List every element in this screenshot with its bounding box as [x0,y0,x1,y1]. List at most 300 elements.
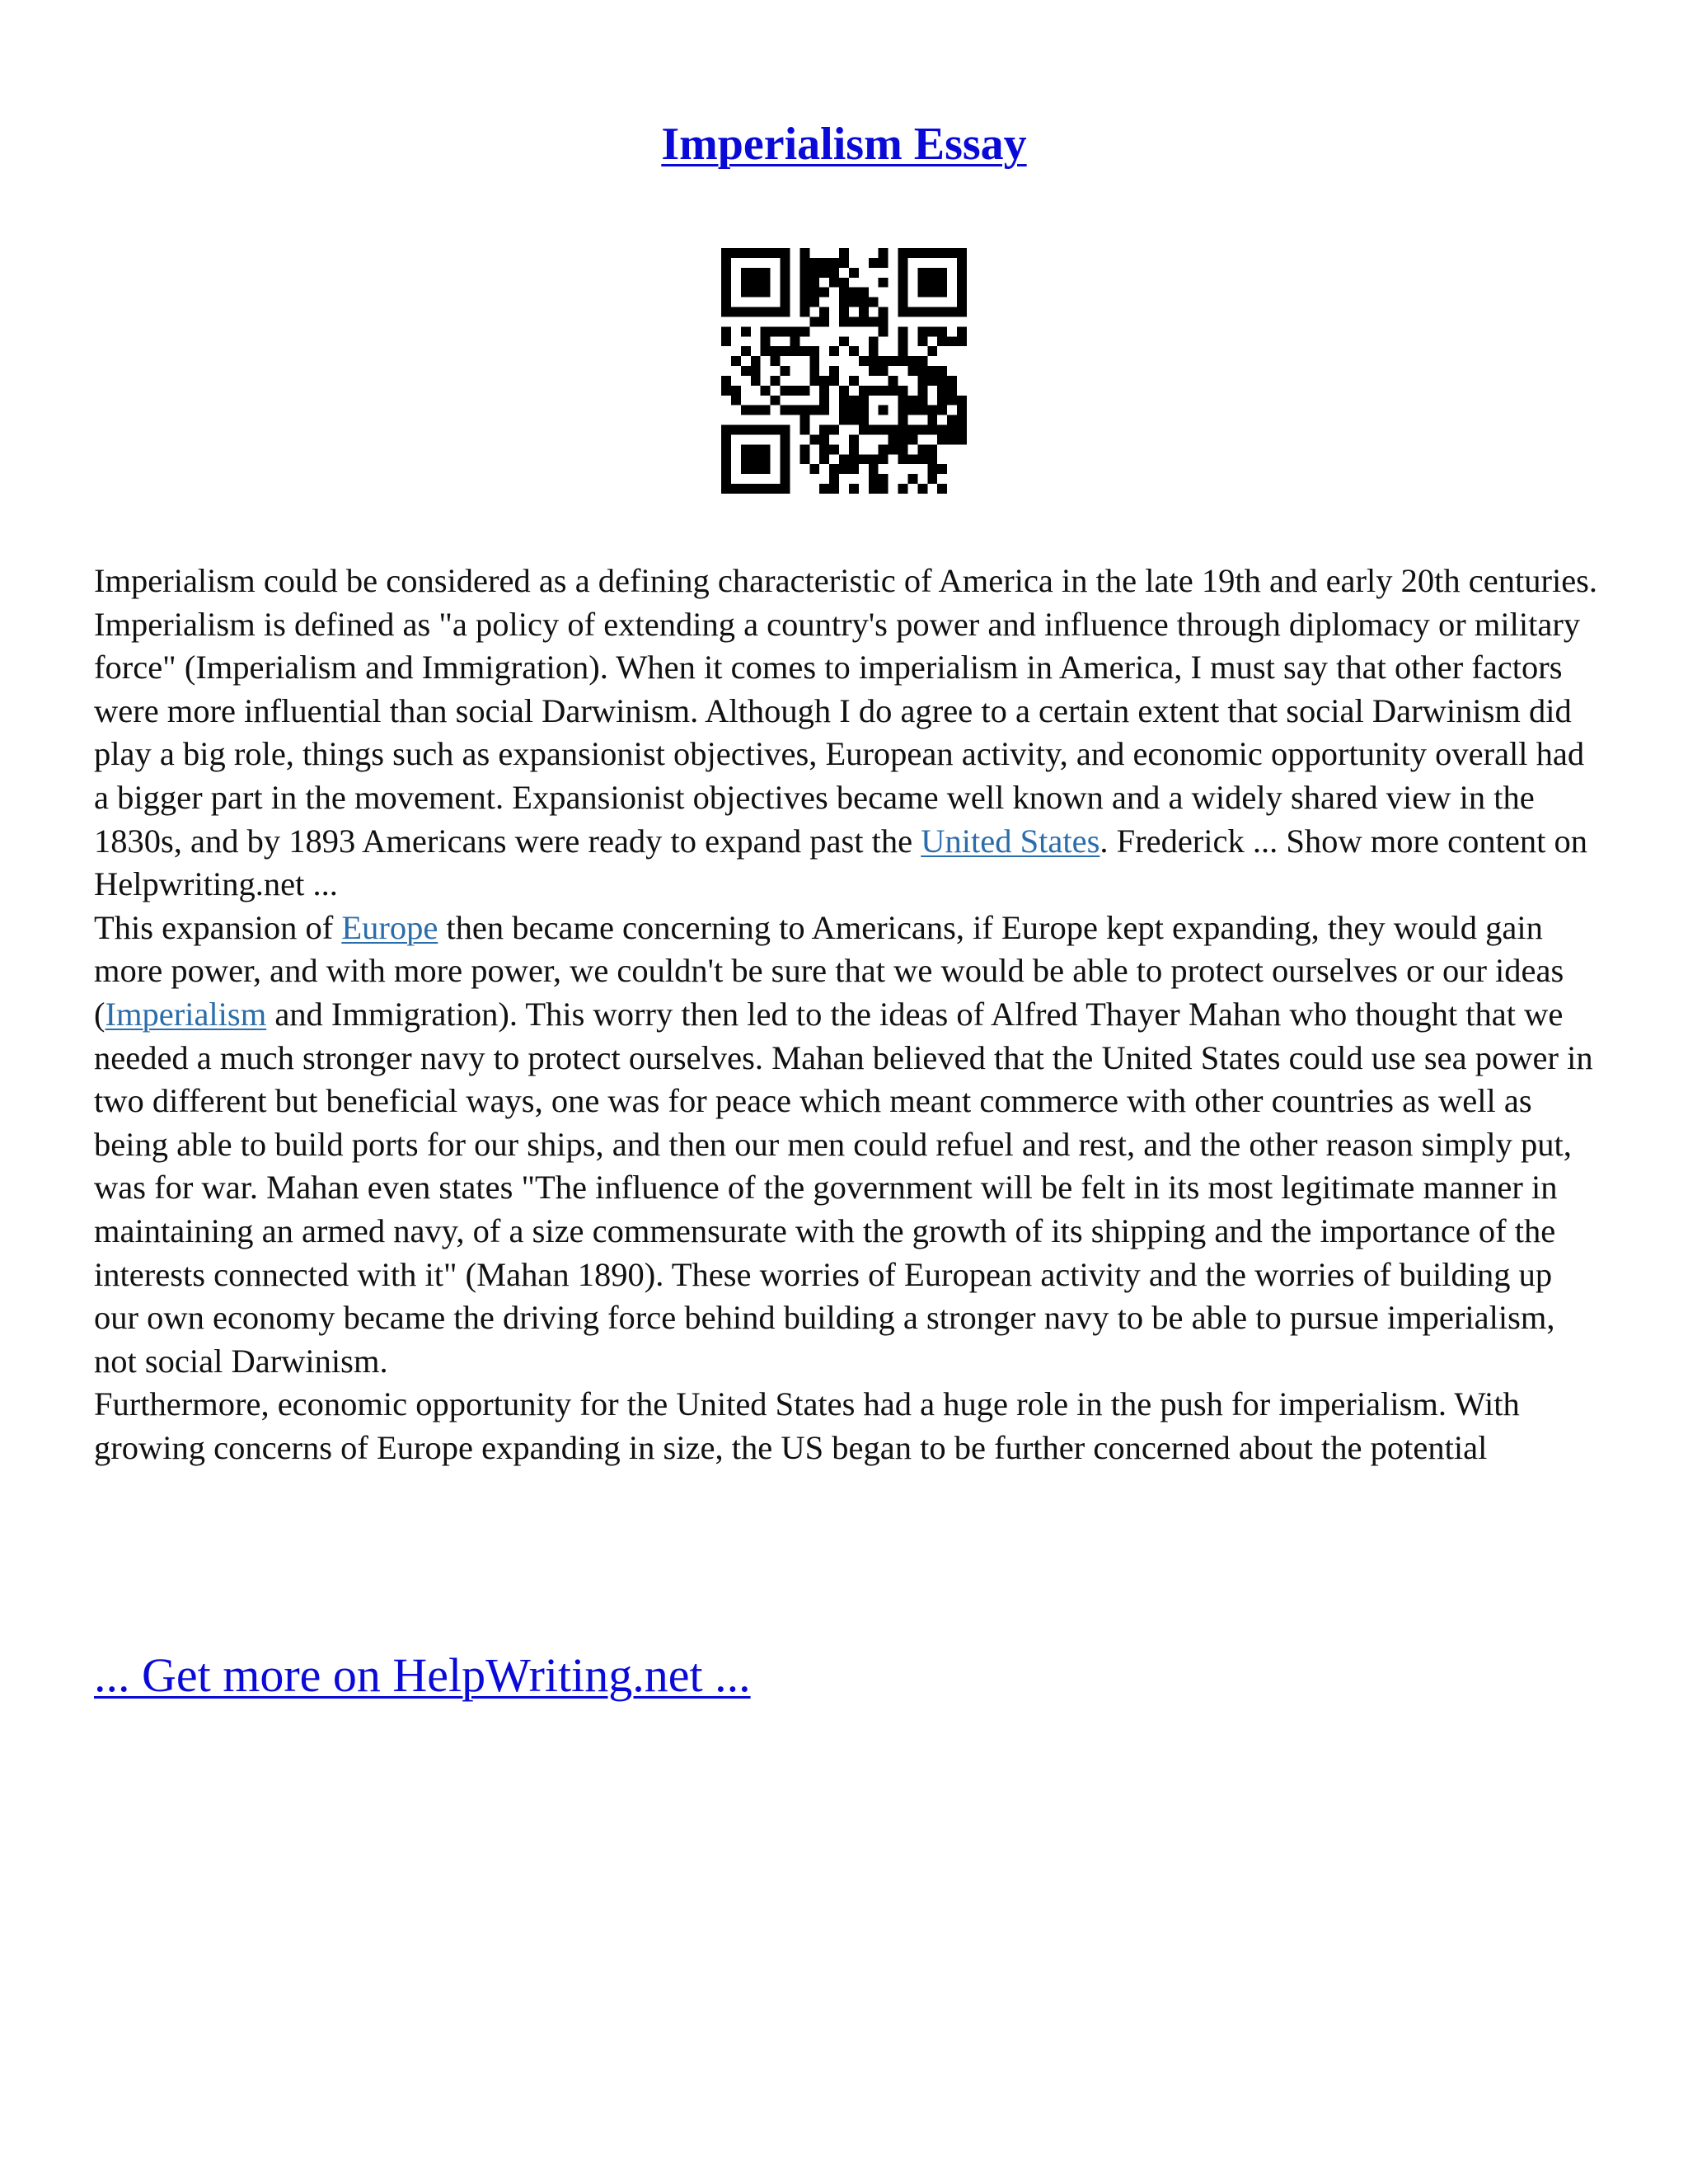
qr-module [937,405,947,415]
qr-module [849,415,859,425]
qr-module [761,346,771,356]
qr-module [849,376,859,386]
qr-module [869,474,879,484]
qr-module [937,484,947,494]
qr-module [771,376,781,386]
qr-module [898,326,908,336]
qr-module [849,464,859,474]
qr-module [751,356,761,366]
qr-module [907,307,917,317]
qr-module [898,356,908,366]
qr-module [799,298,809,307]
qr-module [879,307,889,317]
qr-module [957,434,967,444]
qr-module [741,464,751,474]
qr-module [879,366,889,376]
qr-module [849,454,859,464]
qr-module [761,454,771,464]
qr-module [809,288,819,298]
qr-module [771,396,781,405]
qr-module [799,386,809,396]
qr-module [947,386,957,396]
qr-module [957,415,967,425]
qr-module [937,268,947,278]
qr-module [781,434,790,444]
qr-module [819,307,829,317]
qr-module [799,415,809,425]
qr-module [849,434,859,444]
qr-module [741,326,751,336]
qr-module [781,444,790,454]
qr-module [819,484,829,494]
qr-module [819,396,829,405]
qr-module [957,336,967,346]
qr-module [879,356,889,366]
qr-module [898,278,908,288]
page-title [0,115,1688,173]
qr-module [751,376,761,386]
qr-module [869,258,879,268]
qr-module [829,484,839,494]
qr-module [849,396,859,405]
qr-module [947,376,957,386]
qr-module [937,396,947,405]
qr-module [898,248,908,258]
qr-module [731,356,741,366]
qr-module [799,268,809,278]
qr-module [809,366,819,376]
qr-module [799,278,809,288]
qr-module [781,248,790,258]
qr-module [957,288,967,298]
qr-module [819,268,829,278]
qr-module [937,464,947,474]
qr-module [761,464,771,474]
qr-module [898,336,908,346]
qr-code-graphic [721,248,967,494]
qr-module [879,248,889,258]
paragraph-text: Furthermore, economic opportunity for the United States had a huge role in the push for imperialism. With growing concerns of Europe expanding in size, the US began to be further concerned about the potential [94,1385,1520,1466]
qr-module [898,396,908,405]
qr-module [839,454,849,464]
qr-module [731,396,741,405]
qr-module [741,454,751,464]
qr-module [751,307,761,317]
qr-module [869,356,879,366]
qr-module [790,386,799,396]
qr-module [937,386,947,396]
qr-module [721,336,731,346]
qr-module [859,425,869,435]
qr-module [761,444,771,454]
qr-module [839,316,849,326]
qr-module [839,258,849,268]
qr-module [761,278,771,288]
qr-module [927,248,937,258]
qr-module [898,444,908,454]
qr-module [809,258,819,268]
qr-module [790,336,799,346]
qr-module [849,288,859,298]
qr-module [751,444,761,454]
qr-module [879,386,889,396]
qr-module [859,298,869,307]
qr-module [927,405,937,415]
qr-module [879,444,889,454]
essay-paragraph-1 [94,560,1602,907]
qr-module [859,405,869,415]
qr-module [898,268,908,278]
qr-module [781,405,790,415]
qr-module [849,444,859,454]
qr-module [937,366,947,376]
qr-module [751,454,761,464]
paragraph-text: . Frederick ... Show more content on Helpwriting.net ... [94,822,1587,903]
qr-module [879,326,889,336]
qr-module [761,288,771,298]
get-more-section [94,1647,751,1704]
qr-module [917,288,927,298]
qr-module [721,307,731,317]
qr-module [859,288,869,298]
qr-module [751,288,761,298]
get-more-link[interactable]: ... Get more on HelpWriting.net ... [94,1648,751,1702]
qr-module [937,376,947,386]
qr-module [731,307,741,317]
qr-module [957,298,967,307]
qr-module [957,425,967,435]
qr-module [761,484,771,494]
qr-module [771,425,781,435]
qr-module [889,434,898,444]
qr-module [741,268,751,278]
qr-module [751,425,761,435]
qr-module [839,307,849,317]
qr-module [771,484,781,494]
qr-module [947,248,957,258]
qr-module [781,307,790,317]
qr-module [799,405,809,415]
qr-module [927,425,937,435]
qr-module [829,366,839,376]
qr-module [869,454,879,464]
qr-module [917,484,927,494]
qr-module [781,268,790,278]
qr-module [898,346,908,356]
qr-module [790,346,799,356]
qr-module [839,464,849,474]
qr-module [937,434,947,444]
qr-module [809,376,819,386]
qr-module [799,258,809,268]
link-united-states[interactable]: United States [921,822,1100,860]
qr-module [839,248,849,258]
qr-module [927,268,937,278]
qr-module [869,425,879,435]
qr-module [809,356,819,366]
qr-module [947,425,957,435]
qr-module [898,415,908,425]
qr-module [937,278,947,288]
qr-module [937,307,947,317]
qr-module [721,454,731,464]
qr-module [731,484,741,494]
qr-module [917,405,927,415]
qr-module [869,386,879,396]
qr-module [809,268,819,278]
qr-module [927,444,937,454]
qr-module [741,444,751,454]
qr-module [947,396,957,405]
qr-module [751,484,761,494]
qr-module [859,396,869,405]
qr-module [731,386,741,396]
qr-module [917,396,927,405]
qr-module [721,425,731,435]
qr-module [839,278,849,288]
qr-module [819,444,829,454]
qr-module [839,336,849,346]
qr-module [917,425,927,435]
qr-module [761,248,771,258]
qr-module [889,425,898,435]
qr-module [898,434,908,444]
qr-module [907,366,917,376]
qr-module [761,268,771,278]
paragraph-text: This expansion of [94,908,342,946]
qr-module [917,248,927,258]
qr-module [957,278,967,288]
qr-module [957,307,967,317]
qr-module [819,288,829,298]
qr-module [781,288,790,298]
qr-module [889,386,898,396]
qr-module [879,484,889,494]
qr-module [829,474,839,484]
qr-module [869,316,879,326]
qr-module [771,356,781,366]
essay-body [94,560,1602,1469]
qr-module [917,376,927,386]
qr-module [898,386,908,396]
qr-module [721,444,731,454]
qr-module [781,425,790,435]
qr-module [957,396,967,405]
qr-module [781,386,790,396]
qr-module [907,356,917,366]
qr-module [781,454,790,464]
qr-module [839,415,849,425]
qr-module [859,386,869,396]
qr-module [927,376,937,386]
qr-module [721,474,731,484]
paragraph-text: then became concerning to Americans, if Europe kept expanding, they would gain more power, and with more power, we couldn't be sure that we would be able to protect ourselves or our ideas ( [94,908,1564,1033]
qr-module [761,386,771,396]
qr-module [957,268,967,278]
qr-module [879,425,889,435]
qr-module [879,278,889,288]
qr-module [927,454,937,464]
qr-module [859,454,869,464]
paragraph-text: Imperialism could be considered as a defining characteristic of America in the late 19th and early 20th centuries. Imperialism is defined as "a policy of extending a country's power and influence through diplomacy or military force" (Imperialism and Immigration). When it comes to imperialism in America, I must say that other factors were more influential than social Darwinism. Although I do agree to a certain extent that social Darwinism did play a big role, things such as expansionist objectives, European activity, and economic opportunity overall had a bigger part in the movement. Expansionist objectives became well known and a widely shared view in the 1830s, and by 1893 Americans were ready to expand past the [94,562,1598,860]
qr-module [799,346,809,356]
qr-module [859,356,869,366]
qr-module [898,454,908,464]
qr-module [809,278,819,288]
qr-module [829,425,839,435]
qr-module [781,484,790,494]
qr-module [898,307,908,317]
qr-module [799,444,809,454]
qr-module [889,376,898,386]
qr-module [957,258,967,268]
qr-module [781,474,790,484]
qr-module [721,278,731,288]
qr-module [741,366,751,376]
qr-module [917,307,927,317]
qr-module [809,298,819,307]
title-link[interactable]: Imperialism Essay [661,119,1027,170]
qr-module [781,346,790,356]
qr-module [721,298,731,307]
qr-module [898,288,908,298]
qr-module [937,326,947,336]
qr-module [731,425,741,435]
qr-module [879,474,889,484]
qr-module [849,484,859,494]
qr-module [889,356,898,366]
qr-module [937,248,947,258]
qr-module [799,454,809,464]
qr-module [799,307,809,317]
qr-module [819,425,829,435]
qr-module [927,288,937,298]
qr-module [859,415,869,425]
qr-module [839,396,849,405]
qr-module [869,346,879,356]
qr-module [907,405,917,415]
qr-module [898,405,908,415]
qr-module [721,434,731,444]
qr-module [829,444,839,454]
qr-module [937,288,947,298]
qr-module [947,415,957,425]
qr-module [741,288,751,298]
qr-module [917,386,927,396]
qr-module [839,386,849,396]
link-europe[interactable]: Europe [341,908,438,946]
qr-module [957,326,967,336]
qr-module [829,278,839,288]
qr-module [917,454,927,464]
qr-module [829,268,839,278]
qr-module [771,307,781,317]
qr-module [819,376,829,386]
qr-module [829,464,839,474]
qr-module [927,474,937,484]
qr-module [907,396,917,405]
qr-module [898,425,908,435]
qr-module [879,258,889,268]
qr-module [849,346,859,356]
qr-module [751,405,761,415]
link-imperialism[interactable]: Imperialism [105,995,267,1033]
qr-module [721,326,731,336]
qr-module [937,425,947,435]
qr-module [771,346,781,356]
qr-module [907,454,917,464]
qr-module [721,376,731,386]
qr-module [907,434,917,444]
qr-module [819,258,829,268]
qr-module [917,444,927,454]
qr-module [751,248,761,258]
qr-code-icon [721,248,967,494]
qr-module [839,288,849,298]
qr-module [927,366,937,376]
qr-module [761,425,771,435]
qr-module [761,405,771,415]
qr-module [917,336,927,346]
qr-module [781,366,790,376]
qr-module [809,316,819,326]
qr-module [947,434,957,444]
qr-module [839,405,849,415]
qr-module [927,415,937,425]
qr-module [927,346,937,356]
qr-module [721,248,731,258]
qr-module [927,464,937,474]
qr-module [829,258,839,268]
qr-module [809,464,819,474]
qr-module [829,376,839,386]
essay-paragraph-3 [94,1383,1602,1469]
paragraph-text: and Immigration). This worry then led to the ideas of Alfred Thayer Mahan who thought that we needed a much stronger navy to protect ourselves. Mahan believed that the United States could use sea power in two different but beneficial ways, one was for peace which meant commerce with other countries as well as being able to build ports for our ships, and then our men could refuel and rest, and the other reason simply put, was for war. Mahan even states "The influence of the government will be felt in its most legitimate manner in maintaining an armed navy, of a size commensurate with the growth of its shipping and the importance of the interests connected with it" (Mahan 1890). These worries of European activity and the worries of building up our own economy became the driving force behind building a stronger navy to be able to pursue imperialism, not social Darwinism. [94,995,1593,1380]
qr-module [849,405,859,415]
qr-module [799,248,809,258]
qr-module [741,346,751,356]
qr-module [879,316,889,326]
qr-module [761,307,771,317]
qr-module [947,307,957,317]
qr-module [859,316,869,326]
qr-module [869,464,879,474]
qr-module [790,405,799,415]
qr-module [741,405,751,415]
qr-module [898,298,908,307]
qr-module [721,258,731,268]
qr-module [781,258,790,268]
qr-module [879,405,889,415]
qr-module [809,434,819,444]
qr-module [721,386,731,396]
qr-module [898,484,908,494]
qr-module [849,268,859,278]
qr-module [869,298,879,307]
qr-module [751,278,761,288]
qr-module [917,326,927,336]
qr-module [721,268,731,278]
qr-module [907,425,917,435]
qr-module [781,464,790,474]
qr-module [849,316,859,326]
qr-module [957,248,967,258]
qr-module [741,248,751,258]
qr-module [947,336,957,346]
qr-module [741,484,751,494]
qr-module [889,444,898,454]
qr-module [761,336,771,346]
